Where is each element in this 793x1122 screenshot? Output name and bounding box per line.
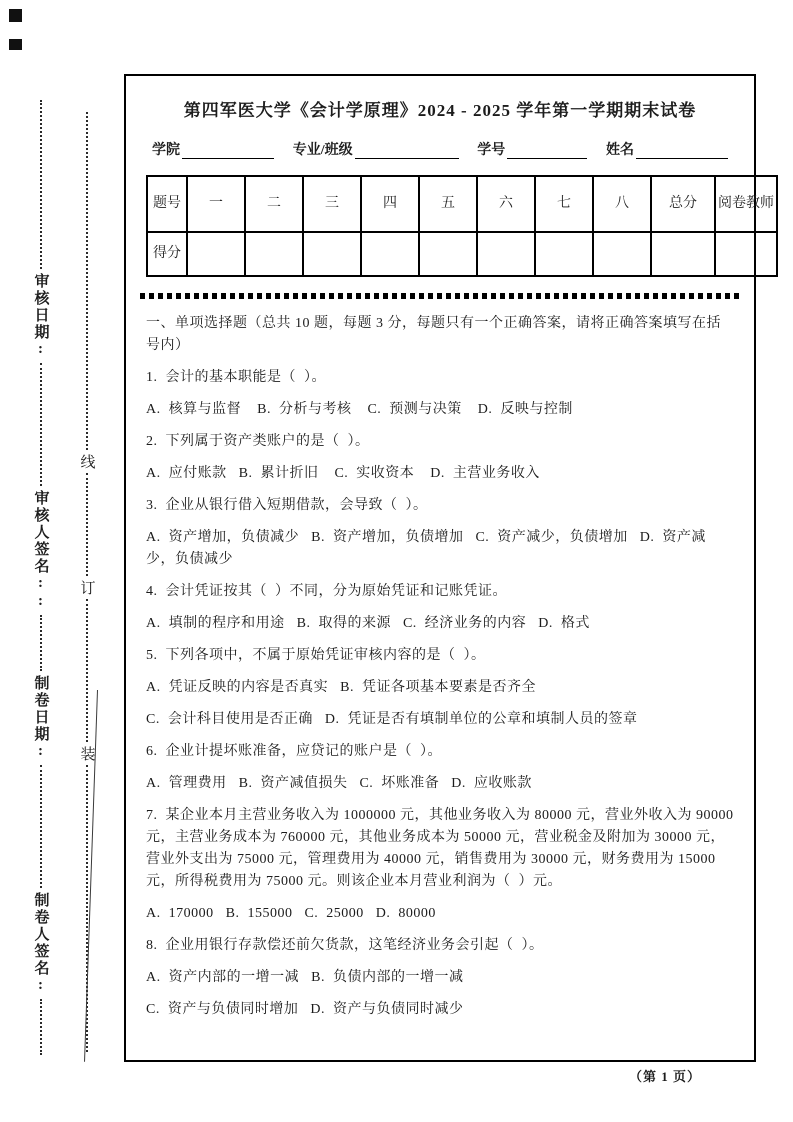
student-id-blank (507, 142, 587, 159)
question-options: A. 资产内部的一增一减 B. 负债内部的一增一减 (146, 970, 464, 985)
question-options: A. 核算与监督 B. 分析与考核 C. 预测与决策 D. 反映与控制 (146, 402, 573, 417)
score-col-header: 六 (477, 176, 535, 232)
score-cell-empty (361, 232, 419, 276)
student-info-row (152, 139, 728, 159)
field-student-id (477, 139, 587, 159)
reviewer-signature-label: 审核人签名:: (32, 489, 49, 611)
scan-mark-icon (9, 39, 22, 50)
dotted-line-segment (86, 473, 88, 575)
question-text: 4. 会计凭证按其（ ）不同，分为原始凭证和记账凭证。 (146, 584, 507, 599)
question-options: A. 资产增加，负债减少 B. 资产增加，负债增加 C. 资产减少，负债增加 D. 资产减少，负债减少 (146, 530, 706, 567)
dotted-separator (140, 293, 740, 299)
question-options: A. 170000 B. 155000 C. 25000 D. 80000 (146, 906, 436, 921)
question-1 (146, 367, 734, 421)
question-options: A. 填制的程序和用途 B. 取得的来源 C. 经济业务的内容 D. 格式 (146, 616, 590, 631)
dotted-line-segment (40, 100, 42, 269)
field-major-class (293, 139, 459, 159)
question-options: A. 凭证反映的内容是否真实 B. 凭证各项基本要素是否齐全 (146, 680, 536, 695)
question-text: 8. 企业用银行存款偿还前欠货款，这笔经济业务会引起（ ）。 (146, 938, 544, 953)
question-text: 5. 下列各项中，不属于原始凭证审核内容的是（ ）。 (146, 648, 486, 663)
question-options: C. 资产与负债同时增加 D. 资产与负债同时减少 (146, 1002, 464, 1017)
score-table-score-row (147, 232, 777, 276)
question-options: A. 应付账款 B. 累计折旧 C. 实收资本 D. 主营业务收入 (146, 466, 540, 481)
question-6 (146, 741, 734, 795)
score-cell-empty (477, 232, 535, 276)
question-2 (146, 431, 734, 485)
scan-mark-icon (9, 9, 22, 22)
score-col-header: 一 (187, 176, 245, 232)
name-label: 姓名 (606, 143, 634, 158)
question-8 (146, 935, 734, 1021)
college-label: 学院 (152, 143, 180, 158)
section-heading: 一、单项选择题（总共 10 题，每题 3 分，每题只有一个正确答案，请将正确答案填写在括号内） (146, 316, 721, 353)
question-7 (146, 805, 738, 925)
score-col-header: 八 (593, 176, 651, 232)
paper-maker-signature-label: 制卷人签名: (32, 891, 49, 995)
grader-header: 阅卷教师 (715, 176, 777, 232)
college-blank (182, 142, 274, 159)
question-options: A. 管理费用 B. 资产减值损失 C. 坏账准备 D. 应收账款 (146, 776, 532, 791)
score-table (146, 175, 778, 277)
score-col-header: 五 (419, 176, 477, 232)
score-row-label: 得分 (147, 232, 187, 276)
field-name (606, 139, 728, 159)
dotted-line-segment (40, 363, 42, 485)
question-text: 6. 企业计提坏账准备，应贷记的账户是（ ）。 (146, 744, 442, 759)
student-id-label: 学号 (477, 143, 506, 158)
question-text: 2. 下列属于资产类账户的是（ ）。 (146, 434, 370, 449)
binding-char-bind: 装 (78, 746, 95, 762)
score-table-header-row (147, 176, 777, 232)
question-text: 1. 会计的基本职能是（ ）。 (146, 370, 326, 385)
field-college (152, 139, 274, 159)
score-cell-empty (245, 232, 303, 276)
score-col-header: 四 (361, 176, 419, 232)
score-cell-empty (187, 232, 245, 276)
name-blank (636, 142, 728, 159)
page-number: （第 1 页） (628, 1069, 701, 1084)
major-class-label: 专业/班级 (292, 143, 353, 158)
review-date-label: 审核日期: (32, 273, 49, 360)
dotted-line-segment (40, 999, 42, 1055)
exam-frame (124, 74, 774, 1062)
question-options: C. 会计科目使用是否正确 D. 凭证是否有填制单位的公章和填制人员的签章 (146, 712, 638, 727)
score-cell-empty (715, 232, 777, 276)
score-cell-empty (303, 232, 361, 276)
dotted-line-segment (86, 599, 88, 742)
major-class-blank (355, 142, 459, 159)
exam-content (146, 313, 738, 1021)
score-col-header: 三 (303, 176, 361, 232)
left-margin-labels-column (28, 100, 54, 1055)
dotted-line-segment (86, 112, 88, 450)
binding-char-line: 线 (78, 454, 95, 470)
paper-making-date-label: 制卷日期: (32, 675, 49, 762)
question-5 (146, 645, 734, 731)
binding-line-column (76, 112, 98, 1052)
score-cell-empty (535, 232, 593, 276)
score-cell-empty (593, 232, 651, 276)
score-cell-empty (419, 232, 477, 276)
question-text: 3. 企业从银行借入短期借款，会导致（ ）。 (146, 498, 428, 513)
dotted-line-segment (40, 615, 42, 671)
score-cell-empty (651, 232, 715, 276)
dotted-line-segment (40, 765, 42, 887)
score-col-header: 二 (245, 176, 303, 232)
question-text: 7. 某企业本月主营业务收入为 1000000 元，其他业务收入为 80000 元，营业外收入为 90000 元，主营业务成本为 760000 元，其他业务成本为 50000 元，营业税金及附加为 30000 元，营业外支出为 75000 元，管理费用为 40000 元，销售费用为 30000 元，财务费用为 15000 元，所得税费用为 75000 元。则该企业本月营业利润为（ ）元。 (146, 808, 738, 889)
question-4 (146, 581, 734, 635)
exam-title: 第四军医大学《会计学原理》2024 - 2025 学年第一学期期末试卷 (183, 101, 697, 120)
score-col-header: 七 (535, 176, 593, 232)
question-number-row-label: 题号 (147, 176, 187, 232)
total-score-header: 总分 (651, 176, 715, 232)
question-3 (146, 495, 734, 571)
binding-char-staple: 订 (78, 579, 95, 595)
